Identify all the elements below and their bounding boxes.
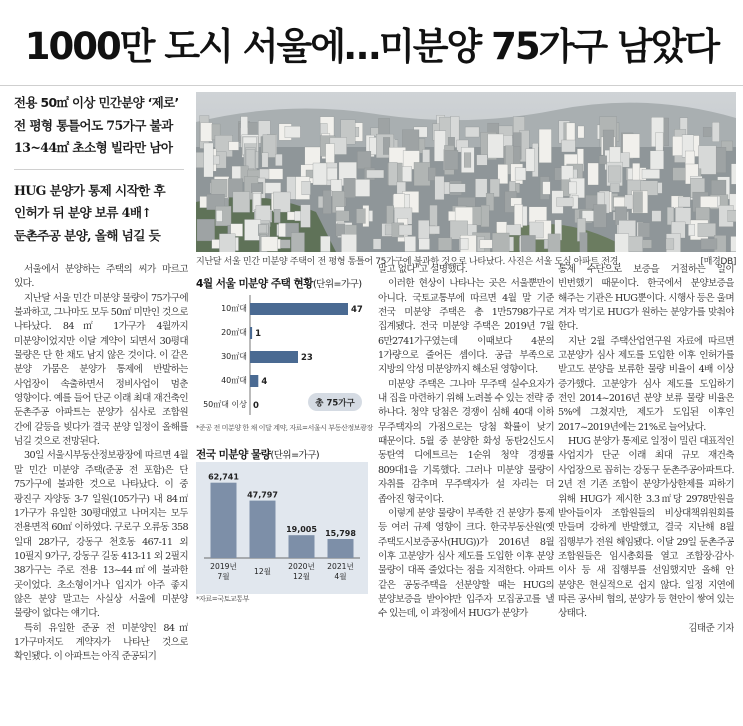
building-shape <box>261 237 278 252</box>
building-shape <box>480 240 493 249</box>
subhead-6: 둔촌주공 분양, 올해 넘길 듯 <box>14 227 161 243</box>
building-shape <box>580 233 588 252</box>
building-shape <box>302 181 311 195</box>
building-shape <box>458 197 476 207</box>
bar <box>250 375 258 387</box>
article-column-4 <box>558 263 734 723</box>
byline: 김태준 기자 <box>688 622 734 634</box>
paragraph: 미분양 주택은 그나마 무주택 실수요자가 내 집을 마련하기 위해 노려볼 수 있는 전략 중 하나다. 청약 당첨은 경쟁이 심해 40대 이하 무주택자의 가점으로는 당첨 확률이 낮기 때문이다. 5월 중 분양한 화성 동탄2신도시 동탄역 디에트르는 1순위 청약 경쟁률 809대1을 기록했다. 그러나 미분양 물량이 자취를 감추며 무주택자가 설 자리는 더 좁아진 형국이다. <box>378 378 554 505</box>
building-shape <box>262 153 268 167</box>
building-shape <box>701 239 717 250</box>
building-shape <box>548 234 560 252</box>
building-shape <box>268 169 283 180</box>
paragraph: 말고 없다"고 설명했다. <box>378 264 468 275</box>
building-shape <box>526 149 535 172</box>
building-shape <box>650 151 664 169</box>
value-label: 15,798 <box>325 529 356 538</box>
building-shape <box>481 205 489 227</box>
building-shape <box>430 205 438 227</box>
national-chart-title <box>196 447 368 462</box>
category-label: 50㎡대 이상 <box>203 400 247 409</box>
building-shape <box>450 184 466 192</box>
building-shape <box>700 196 717 207</box>
paragraph: 이렇게 분양 물량이 부족한 건 분양가 통제 등 여러 규제 영향이 크다. 한국부동산원(옛 주택도시보증공사(HUG))가 2016년 8월 이후 고분양가 심사 제도를 도입한 이후 분양 물량이 대폭 줄었다는 점을 지적한다. 아파트 같은 공동주택을 선분양할 때는 HUG의 분양보증을 받아야만 입주자 모집공고를 낼 수 있는데, 이 과정에서 HUG가 분양가 <box>378 507 554 620</box>
category-label: 7월 <box>217 572 230 581</box>
value-label: 23 <box>300 353 313 363</box>
building-shape <box>260 169 270 179</box>
national-unsold-bar-chart <box>196 462 368 594</box>
value-label: 1 <box>255 329 262 339</box>
building-shape <box>389 162 398 185</box>
subhead-1: 전용 50㎡ 이상 민간분양 ‘제로’ <box>14 95 179 110</box>
category-label: 40㎡대 <box>221 376 247 385</box>
paragraph: 지난달 서울 민간 미분양 물량이 75가구에 불과하고, 그나마도 모두 50㎡ 미만인 것으로 나타났다. 84㎡ 1가구가 4월까지 미분양이었지만 이달 계약이 되면서 30평대 물량은 단 한 채도 남지 않은 것이다. 이 같은 분양 가뭄은 분양가 통제에 반발하는 사업장이 속출하면서 정비사업이 멈춘 영향이다. 예를 들어 단군 이래 최대 재건축인 둔촌주공 아파트는 분양가 심사로 조합원 간에 갈등을 빚다가 결국 분양 일정이 올해를 넘길 것으로 전망된다. <box>14 292 188 448</box>
building-shape <box>678 197 690 207</box>
building-shape <box>477 155 488 165</box>
building-shape <box>728 210 736 222</box>
building-shape <box>399 225 412 235</box>
category-label: 10㎡대 <box>221 304 247 313</box>
paragraph: HUG 분양가 통제로 일정이 밀린 대표적인 사업지가 단군 이래 최대 규모 재건축 사업장으로 꼽히는 강동구 둔촌주공아파트다. 2년 전 기존 조합이 분양가상한제를 피하기 위해 HUG가 제시한 3.3㎡당 2978만원을 받아들이자 조합원들의 비상대책위원회를 만들며 강하게 반발했고, 결국 지난해 8월 집행부가 전원 해임됐다. 이달 29일 둔촌주공 조합원들은 임시총회를 열고 조합장·감사·이사 등 새 집행부를 선임했지만 올해 안 분양은 현실적으로 쉽지 않다. 일정 지연에 따른 공사비 협의, 분양가 등 현안이 쌓여 있는 상태다. <box>558 436 734 620</box>
building-shape <box>465 127 479 137</box>
category-label: 4월 <box>334 572 347 581</box>
value-label: 47,797 <box>247 490 278 500</box>
building-shape <box>652 211 661 222</box>
building-shape <box>475 179 487 198</box>
building-shape <box>428 168 435 181</box>
building-shape <box>373 239 381 249</box>
building-shape <box>414 162 430 185</box>
building-shape <box>201 123 213 142</box>
building-shape <box>344 178 356 198</box>
building-shape <box>367 170 384 178</box>
building-shape <box>712 122 719 142</box>
building-shape <box>301 205 311 228</box>
seoul-chart-unit: (단위=가구) <box>312 279 362 290</box>
building-shape <box>703 127 711 136</box>
building-shape <box>346 225 357 235</box>
building-shape <box>633 192 642 213</box>
category-label: 2019년 <box>210 562 237 571</box>
building-shape <box>336 211 349 221</box>
building-shape <box>435 176 444 199</box>
building-shape <box>229 142 239 151</box>
building-shape <box>354 179 370 196</box>
article-column-3 <box>378 263 554 723</box>
national-chart-unit: (단위=가구) <box>270 450 320 461</box>
building-shape <box>321 236 331 252</box>
paragraph: 30일 서울시부동산정보광장에 따르면 4월 말 민간 미분양 주택(준공 전 포함)은 단 75가구에 불과한 것으로 나타났다. 이 중 광진구 자양동 3-7 일원(105가구) 내 84㎡ 1가구가 유일한 30평대였고 나머지는 모두 전용면적 60㎡ 이하였다. 구로구 오류동 358 일대 28가구, 강동구 천호동 467-11 외 10필지 9가구, 강동구 길동 413-11 외 2필지 38가구는 주로 전용 13~44㎡에 불과한 곳이었다. 초소형이거나 입지가 아주 좋지 않은 분양 말고는 사실상 서울에 미분양 물량이 없다는 얘기다. <box>14 450 188 620</box>
building-shape <box>731 236 736 251</box>
building-shape <box>698 223 716 236</box>
subhead-3: 13~44㎡ 초소형 빌라만 남아 <box>14 140 173 155</box>
building-shape <box>731 164 736 185</box>
category-label: 2021년 <box>327 562 354 571</box>
bar <box>250 303 348 315</box>
building-shape <box>357 151 371 169</box>
building-shape <box>197 219 215 241</box>
building-shape <box>279 223 286 237</box>
value-label: 19,005 <box>286 525 317 535</box>
seoul-city-photo <box>196 92 736 252</box>
paragraph: 지난 2월 주택산업연구원 자료에 따르면 고분양가 심사 제도를 도입한 이후 인허가를 받고도 분양을 보류한 물량 비율이 4배 이상 증가했다. 고분양가 심사 제도를 도입하기 전인 2014~2016년 분양 보류 물량 비율은 5%에 그쳤지만, 제도가 도입된 이후인 2017~2019년에는 21%로 늘어났다. <box>558 335 734 433</box>
building-shape <box>711 180 726 196</box>
category-label: 2020년 <box>288 562 315 571</box>
building-shape <box>642 169 660 178</box>
building-shape <box>273 192 290 212</box>
bar <box>211 483 237 558</box>
building-shape <box>464 153 471 168</box>
subhead-4: HUG 분양가 통제 시작한 후 <box>14 182 166 198</box>
building-shape <box>263 183 281 194</box>
building-shape <box>566 123 575 141</box>
building-shape <box>599 156 607 164</box>
building-shape <box>233 192 250 213</box>
charts-column <box>196 276 373 604</box>
paragraph: 서울에서 분양하는 주택의 씨가 마르고 있다. <box>14 264 188 290</box>
building-shape <box>557 198 574 207</box>
paragraph: 특히 유일한 준공 전 미분양인 84㎡ 1가구마저도 계약자가 나타난 것으로 확인됐다. 이 아파트는 아직 준공되기 <box>14 622 188 663</box>
building-shape <box>562 140 576 152</box>
building-shape <box>638 223 649 237</box>
building-shape <box>521 235 535 252</box>
seoul-chart-title-text: 4월 서울 미분양 주택 현황 <box>196 278 313 290</box>
seoul-unsold-bar-chart <box>196 291 368 423</box>
paragraph: 통제 수단으로 보증을 거절하는 일이 빈번했기 때문이다. 한국에서 분양보증을 해주는 기관은 HUG뿐이다. 시행사 등은 울며 겨자 먹기로 HUG가 원하는 분양가를 맞춰야 한다. <box>558 264 734 333</box>
bar <box>250 327 252 339</box>
building-shape <box>327 168 337 180</box>
subhead-2: 전 평형 통틀어도 75가구 불과 <box>14 117 173 133</box>
value-label: 0 <box>253 401 259 411</box>
building-shape <box>323 190 331 213</box>
value-label: 4 <box>261 377 268 387</box>
total-label: 총 75가구 <box>315 398 355 409</box>
seoul-chart-note: *준공 전 미분양 한 채 이달 계약, 자료=서울시 부동산정보광장 <box>196 423 373 432</box>
headline: 1000만 도시 서울에…미분양 75가구 남았다 <box>0 0 743 86</box>
building-shape <box>445 150 458 169</box>
national-chart-title-text: 전국 미분양 물량 <box>196 449 271 461</box>
photo-credit: [매경DB] <box>700 257 736 267</box>
building-shape <box>588 163 599 185</box>
seoul-chart-title <box>196 276 368 291</box>
building-shape <box>291 233 304 252</box>
building-shape <box>204 143 214 177</box>
building-shape <box>543 182 551 195</box>
building-shape <box>514 205 522 228</box>
building-shape <box>216 210 222 221</box>
building-shape <box>275 154 282 166</box>
bar <box>289 535 315 558</box>
building-shape <box>285 126 301 138</box>
value-label: 62,741 <box>208 472 239 482</box>
subhead-divider <box>14 169 184 170</box>
article-column-1 <box>14 263 188 723</box>
building-shape <box>578 126 584 138</box>
building-shape <box>341 234 356 252</box>
category-label: 30㎡대 <box>221 352 247 361</box>
building-shape <box>615 234 629 252</box>
building-shape <box>666 239 674 250</box>
building-shape <box>251 184 262 193</box>
national-chart-source: *자료=국토교통부 <box>196 594 249 603</box>
building-shape <box>313 163 327 185</box>
paragraph: 이러한 현상이 나타나는 곳은 서울뿐만이 아니다. 국토교통부에 따르면 4월 말 기준 전국 미분양 주택은 총 1만5798가구로 집계됐다. 전국 미분양 주택은 2019년 7월 6만2741가구였는데 이때보다 4분의 1가량으로 줄어든 셈이다. 공급 부족으로 지방의 악성 미분양까지 해소된 영향이다. <box>378 278 554 376</box>
subhead-5: 인허가 뒤 분양 보류 4배↑ <box>14 205 152 220</box>
building-shape <box>488 134 504 158</box>
category-label: 12월 <box>254 567 271 576</box>
building-shape <box>492 233 509 252</box>
value-label: 47 <box>351 305 363 315</box>
building-shape <box>569 182 577 194</box>
building-shape <box>610 184 619 193</box>
building-shape <box>219 234 235 252</box>
building-shape <box>274 209 280 222</box>
building-shape <box>594 205 607 228</box>
category-label: 12월 <box>293 572 310 581</box>
subheads <box>14 92 194 247</box>
building-shape <box>460 238 468 249</box>
photo-caption-text: 지난달 서울 민간 미분양 주택이 전 평형 통틀어 75가구에 불과한 것으로 나타났다. 사진은 서울 도심 아파트 전경. <box>196 257 621 267</box>
building-shape <box>419 239 430 250</box>
building-shape <box>688 224 694 236</box>
category-label: 20㎡대 <box>221 328 247 337</box>
building-shape <box>356 209 365 224</box>
building-shape <box>515 168 526 180</box>
building-shape <box>608 166 621 182</box>
building-shape <box>405 236 416 251</box>
building-shape <box>715 147 726 172</box>
bar <box>250 351 298 363</box>
building-shape <box>539 129 552 163</box>
bar <box>328 539 354 558</box>
building-shape <box>418 220 429 240</box>
building-shape <box>438 238 452 250</box>
bar <box>250 501 276 558</box>
